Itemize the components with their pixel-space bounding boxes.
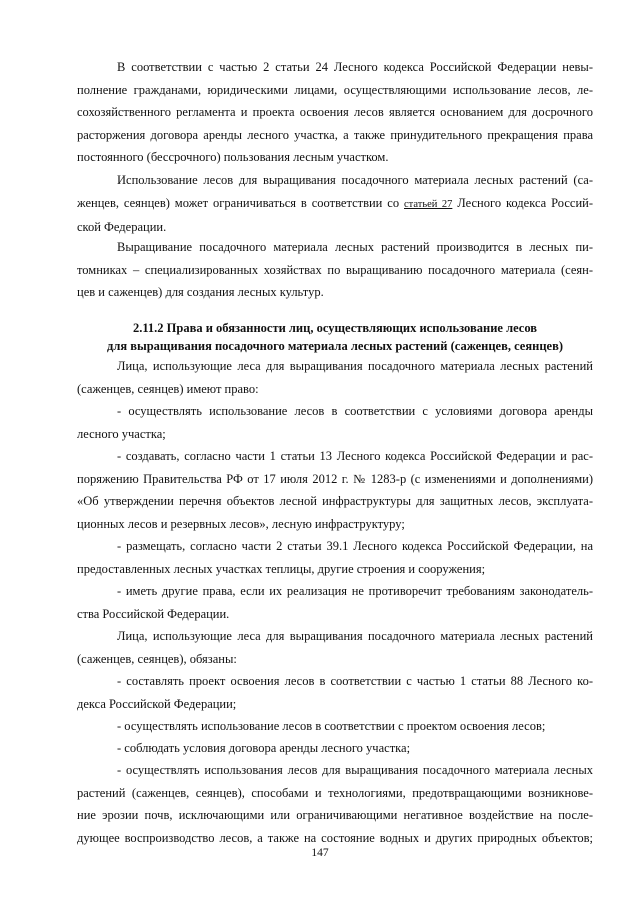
paragraph-nurseries [77, 236, 593, 304]
text-line: полнение гражданами, юридическими лицами, осуществляющими использование лесов, ле- [77, 82, 593, 97]
list-item-duty [77, 737, 593, 760]
text-line: расторжения договора аренды лесного участка, а также принудительного прекращения права [77, 127, 593, 142]
text-line: - размещать, согласно части 2 статьи 39.1 Лесного кодекса Российской Федерации, на [117, 539, 593, 553]
list-item-right [77, 535, 593, 580]
text-line: - составлять проект освоения лесов в соответствии с частью 1 статьи 88 Лесного ко- [117, 674, 593, 688]
paragraph-termination [77, 56, 593, 169]
text-line: (саженцев, сеянцев) имеют право: [77, 381, 259, 396]
text-line: декса Российской Федерации; [77, 696, 237, 711]
text-line: постоянного (бессрочного) пользования лесным участком. [77, 150, 389, 165]
text-line: - создавать, согласно части 1 статьи 13 Лесного кодекса Российской Федерации и рас- [117, 449, 593, 463]
article-27-link[interactable]: статьей 27 [404, 198, 453, 210]
text-line: Лица, использующие леса для выращивания посадочного материала лесных растений [117, 359, 593, 373]
text-fragment: женцев, сеянцев) может ограничиваться в соответствии со [77, 195, 404, 210]
list-item-right [77, 580, 593, 625]
text-line: ционных лесов и резервных лесов», лесную инфраструктуру; [77, 516, 405, 531]
text-line: ства Российской Федерации. [77, 606, 230, 621]
text-line: лесного участка; [77, 426, 166, 441]
paragraph-restriction [77, 169, 593, 239]
list-item-duty [77, 759, 593, 849]
text-line [77, 192, 593, 217]
paragraph-rights-intro [77, 355, 593, 400]
text-line: предоставленных лесных участках теплицы, другие строения и сооружения; [77, 561, 486, 576]
text-fragment: Лесного кодекса Россий- [452, 195, 593, 210]
text-line: В соответствии с частью 2 статьи 24 Лесного кодекса Российской Федерации невы- [117, 60, 593, 74]
text-line: - осуществлять использование лесов в соответствии с проектом освоения лесов; [117, 719, 546, 733]
text-line: ние эрозии почв, исключающими или ограничивающими негативное воздействие на после- [77, 808, 593, 823]
heading-line-1: 2.11.2 Права и обязанности лиц, осуществляющих использование лесов [132, 321, 538, 335]
list-item-duty [77, 715, 593, 738]
heading-line-2: для выращивания посадочного материала лесных растений (саженцев, сеянцев) [107, 338, 563, 353]
text-line: - иметь другие права, если их реализация не противоречит требованиям законодатель- [117, 584, 593, 598]
text-line: - осуществлять использование лесов в соответствии с условиями договора аренды [117, 404, 593, 418]
text-line: сохозяйственного регламента и проекта освоения лесов является основанием для досрочного [77, 105, 593, 120]
text-line: томниках – специализированных хозяйствах по выращиванию посадочного материала (сеян- [77, 262, 593, 277]
text-line: ской Федерации. [77, 220, 167, 235]
text-line: Выращивание посадочного материала лесных растений производится в лесных пи- [117, 240, 593, 254]
text-line: растений (саженцев, сеянцев), способами и технологиями, предотвращающими возникнове- [77, 785, 593, 800]
list-item-right [77, 400, 593, 445]
text-line: «Об утверждении перечня объектов лесной инфраструктуры для защитных лесов, эксплуата- [77, 494, 593, 509]
text-line: - осуществлять использования лесов для выращивания посадочного материала лесных [117, 763, 593, 777]
page-number: 147 [311, 847, 329, 859]
text-line: Лица, использующие леса для выращивания посадочного материала лесных растений [117, 629, 593, 643]
text-line: (саженцев, сеянцев), обязаны: [77, 651, 237, 666]
list-item-right [77, 445, 593, 535]
text-line: - соблюдать условия договора аренды лесного участка; [117, 741, 411, 755]
text-line: цев и саженцев) для создания лесных культур. [77, 285, 324, 300]
list-item-duty [77, 670, 593, 715]
text-line: поряжению Правительства РФ от 17 июля 2012 г. № 1283-р (с изменениями и дополнениями) [77, 471, 593, 486]
text-line: дующее воспроизводство лесов, а также на состояние водных и других природных объектов; [77, 830, 593, 845]
text-line: Использование лесов для выращивания посадочного материала лесных растений (са- [117, 173, 593, 187]
section-heading [77, 320, 593, 355]
paragraph-duties-intro [77, 625, 593, 670]
